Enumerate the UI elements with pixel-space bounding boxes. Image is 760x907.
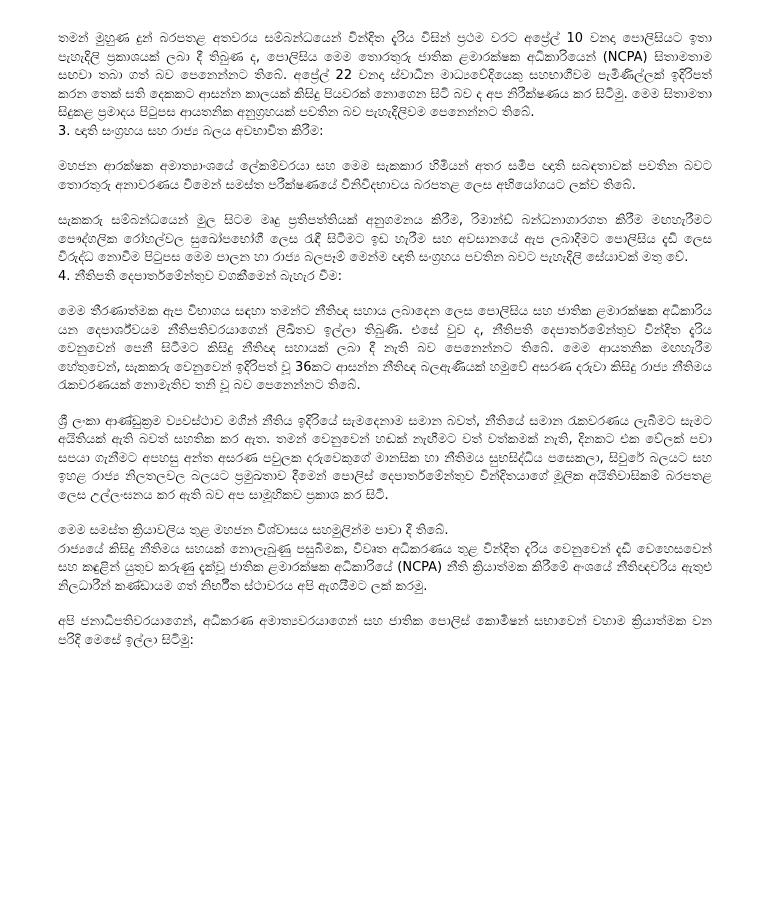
paragraph-attorney-general: මෙම තීරණාත්මක ඇප විභාගය සඳහා තමන්ට නීතිඥ සහාය ලබාදෙන ලෙස පොලිසිය සහ ජාතික ළමාරක්ෂක අධිකාරිය යන දෙපාර්ශ්වයම නීතිපතිවරයාගෙන් ලිඛිතව ඉල්ලා තිබුණි. එසේ වුව ද, නීතිපති දෙපාර්තමේන්තුව වින්දිත දැරිය වෙනුවෙන් පෙනී සිටීමට කිසිදු නීතිඥ සහායක් ලබා දී නැති බව පෙනෙන්නට තිබේ. මෙම ආයතනික මඟහැරීම හේතුවෙන්, සැකකරු වෙනුවෙන් ඉදිරිපත් වූ 36කට ආසන්න නීතිඥ බලඇණියක් හමුවේ අසරණ දරුවා කිසිදු රාජ්‍ය නීතිමය රැකවරණයක් නොමැතිව තනි වූ බව පෙනෙන්නට තිබේ. xyxy=(58,304,712,393)
paragraph-delay-complaint: තමන් මුහුණ දුන් බරපතළ අතවරය සම්බන්ධයෙන් වින්දිත දැරිය විසින් ප්‍රථම වරට අප්‍රේල් 10 වනදා පොලිසියට ඉතා පැහැදිලි ප්‍රකාශයක් ලබා දී තිබුණ ද, පොලිසිය මෙම තොරතුරු ජාතික ළමාරක්ෂක අධිකාරියෙන් (NCPA) සිතාමතාම සඟවා තබා ගත් බව පෙනෙන්නට තිබේ. අප්‍රේල් 22 වනදා ස්වාධීන මාධ්‍යවේදියෙකු සහභාගීවම පැමිණිල්ලක් ඉදිරිපත් කරන තෙක් සති දෙකකට ආසන්න කාලයක් කිසිදු පියවරක් නොගෙන සිටි බව ද අප නිරීක්ෂණය කර සිටිමු. මෙම සිතාමතා සිදුකළ ප්‍රමාදය පිටුපස ආයතනික අනුග්‍රහයක් පවතින බව පැහැදිලිවම පෙනෙන්නට තිබේ. xyxy=(58,31,712,120)
paragraph-soft-policy: සැකකරු සම්බන්ධයෙන් මුල සිටම මෘදු ප්‍රතිපත්තියක් අනුගමනය කිරීම, රිමාන්ඩ් බන්ධනාගාරගත කිරීම මඟහැරීමට පෞද්ගලික රෝහල්වල සුඛෝපභෝගී ලෙස රැඳී සිටීමට ඉඩ හැරීම සහ අවසානයේ ඇප ලබාදීමට පොලිසිය දැඩි ලෙස විරුද්ධ නොවීම පිටුපස මෙම පාලන හා රාජ්‍ය බලපෑම් මෙන්ම ඥාති සංග්‍රහය පවතින බවට පැහැදිලි සේයාවක් මතු වේ. xyxy=(58,213,712,265)
paragraph-demands-intro: අපි ජනාධිපතිවරයාගෙන්, අධිකරණ අමාත්‍යවරයාගෙන් සහ ජාතික පොලිස් කොමිෂන් සභාවෙන් වහාම ක්‍රියාත්මක වන පරිදි මෙසේ ඉල්ලා සිටිමු: xyxy=(58,614,712,648)
paragraph-ncpa-appreciation: රාජ්‍යයේ කිසිදු නීතිමය සහයක් නොලැබුණු පසුබිමක, විවෘත අධිකරණය තුළ වින්දිත දැරිය වෙනුවෙන් දැඩි වෙහෙසවෙන් සහ කඳුළින් යුතුව කරුණු දැක්වූ ජාතික ළමාරක්ෂක අධිකාරියේ (NCPA) නීති ක්‍රියාත්මක කිරීමේ අංශයේ නීතිඥවරිය ඇතුළු නිලධාරීන් කණ්ඩායම ගත් නිර්භීත ස්ථාවරය අපි ඇගයීමට ලක් කරමු. xyxy=(58,541,712,594)
section-heading-3: 3. ඥාති සංග්‍රහය සහ රාජ්‍ය බලය අවභාවිත කිරීම: xyxy=(58,123,324,139)
paragraph-constitution: ශ්‍රී ලංකා ආණ්ඩුක්‍රම ව්‍යවස්ථාව මගින් නීතිය ඉදිරියේ සැමදෙනාම සමාන බවත්, නීතියේ සමාන රැකවරණය ලැබීමට සැමට අයිතියක් ඇති බවත් සහතික කර ඇත. තමන් වෙනුවෙන් හඬක් නැඟීමට වත් වත්කමක් නැති, දිනකට එක වේලක් පවා සපයා ගැනීමට අපහසු අන්ත අසරණ පවුලක දරුවෙකුගේ මානසික හා නීතිමය සුභසිද්ධිය පසෙකලා, සිවුරේ බලයට සහ ඉහළ රාජ්‍ය නිලතලවල බලයට ප්‍රමුඛතාව දීමෙන් පොලිස් දෙපාර්තමේන්තුව වින්දිතයාගේ මූලික අයිතිවාසිකම් බරපතළ ලෙස උල්ලංඝනය කර ඇති බව අප සාමූහිකව ප්‍රකාශ කර සිටී. xyxy=(58,413,712,503)
document-page xyxy=(58,30,712,650)
paragraph-kinship-ties: මහජන ආරක්ෂක අමාත්‍යාංශයේ ලේකම්වරයා සහ මෙම සැකකාර හිමියන් අතර සමීප ඥාති සබඳතාවක් පවතින බවට තොරතුරු අනාවරණය වීමෙන් සමස්ත පරීක්ෂණයේ විනිවිදභාවය බරපතළ ලෙස අභියෝගයට ලක්ව තිබේ. xyxy=(58,159,712,193)
section-heading-4: 4. නීතිපති දෙපාර්තමේන්තුව වගකීමෙන් බැහැර වීම: xyxy=(58,268,342,284)
paragraph-public-trust: මෙම සමස්ත ක්‍රියාවලිය තුළ මහජන විශ්වාසය සහමුලින්ම පාවා දී තිබේ. xyxy=(58,523,449,538)
